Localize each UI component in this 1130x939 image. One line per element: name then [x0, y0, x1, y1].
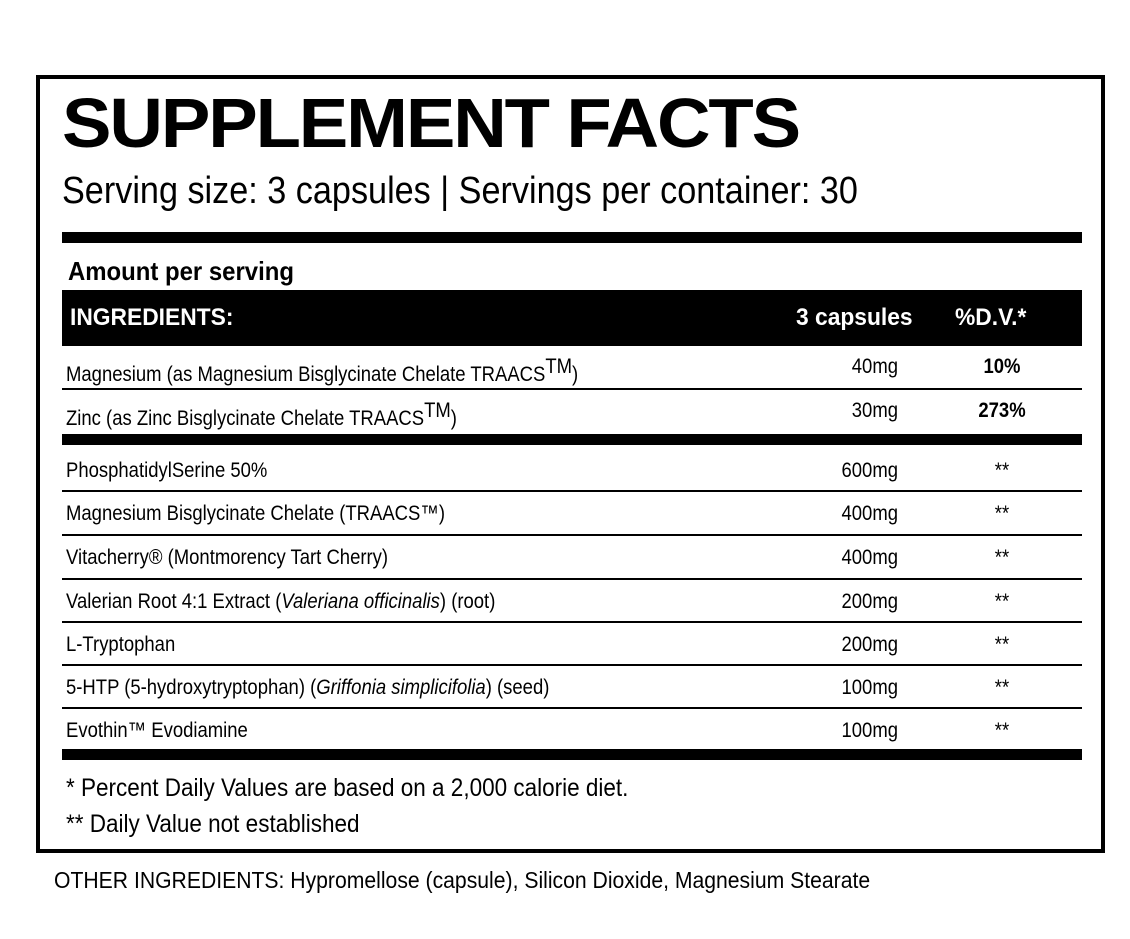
ingredient-amount: 100mg: [841, 719, 898, 742]
table-row: [62, 624, 1082, 666]
thick-divider: [62, 434, 1082, 445]
row-divider: [62, 707, 1082, 709]
ingredient-dv: **: [994, 590, 1010, 613]
table-row: [62, 537, 1082, 579]
header-ingredients: INGREDIENTS:: [70, 304, 234, 331]
row-divider: [62, 664, 1082, 666]
ingredient-name: Vitacherry® (Montmorency Tart Cherry): [66, 546, 389, 569]
table-row: [62, 667, 1082, 709]
ingredient-amount: 200mg: [841, 633, 898, 656]
ingredient-name: Magnesium Bisglycinate Chelate (TRAACS™): [66, 502, 445, 525]
header-amount: 3 capsules: [796, 304, 913, 331]
ingredient-dv: **: [994, 459, 1010, 482]
row-divider: [62, 534, 1082, 536]
name-text-end: ) (seed): [485, 676, 550, 699]
row-divider: [62, 490, 1082, 492]
table-row: [62, 581, 1082, 623]
table-header: [62, 290, 1082, 346]
name-text-end: ): [572, 363, 579, 386]
footnote-not-established: ** Daily Value not established: [66, 810, 360, 838]
ingredient-dv: **: [994, 676, 1010, 699]
ingredient-amount: 400mg: [841, 502, 898, 525]
ingredient-name: [66, 591, 495, 612]
ingredient-amount: 600mg: [841, 459, 898, 482]
ingredient-dv: **: [994, 546, 1010, 569]
ingredient-amount: 200mg: [841, 590, 898, 613]
thick-divider: [62, 232, 1082, 243]
ingredient-amount: 100mg: [841, 676, 898, 699]
name-text: Valerian Root 4:1 Extract (: [66, 590, 282, 613]
row-divider: [62, 578, 1082, 580]
other-ingredients: OTHER INGREDIENTS: Hypromellose (capsule), Silicon Dioxide, Magnesium Stearate: [54, 867, 871, 893]
ingredient-amount: 30mg: [851, 399, 898, 422]
ingredient-name: L-Tryptophan: [66, 633, 176, 656]
latin-name: Valeriana officinalis: [281, 590, 440, 613]
name-text-end: ): [450, 407, 457, 430]
ingredient-dv: **: [994, 633, 1010, 656]
ingredient-name: [66, 356, 578, 385]
ingredient-name: PhosphatidylSerine 50%: [66, 459, 268, 482]
ingredient-name: [66, 677, 549, 698]
ingredient-dv: **: [994, 502, 1010, 525]
ingredient-amount: 40mg: [851, 355, 898, 378]
ingredient-name: [66, 400, 457, 429]
thick-divider: [62, 749, 1082, 760]
row-divider: [62, 621, 1082, 623]
latin-name: Griffonia simplicifolia: [316, 676, 486, 699]
ingredient-amount: 400mg: [841, 546, 898, 569]
header-dv: %D.V.*: [955, 304, 1027, 331]
ingredient-dv: 10%: [983, 355, 1021, 378]
trademark-mark: TM: [424, 399, 451, 422]
ingredient-name: Evothin™ Evodiamine: [66, 719, 248, 742]
name-text-end: ) (root): [439, 590, 496, 613]
name-text: Zinc (as Zinc Bisglycinate Chelate TRAACS: [66, 407, 425, 430]
table-row: [62, 493, 1082, 535]
ingredient-dv: 273%: [978, 399, 1026, 422]
table-row: [62, 390, 1082, 432]
table-row: [62, 346, 1082, 388]
name-text: Magnesium (as Magnesium Bisglycinate Chelate TRAACS: [66, 363, 546, 386]
page-title: SUPPLEMENT FACTS: [62, 84, 799, 162]
name-text: 5-HTP (5-hydroxytryptophan) (: [66, 676, 317, 699]
amount-per-serving-label: Amount per serving: [68, 256, 294, 286]
footnote-percent: * Percent Daily Values are based on a 2,000 calorie diet.: [66, 774, 629, 802]
table-row: [62, 710, 1082, 752]
trademark-mark: TM: [545, 355, 573, 378]
table-row: [62, 450, 1082, 492]
ingredient-dv: **: [994, 719, 1010, 742]
serving-info: Serving size: 3 capsules | Servings per container: 30: [62, 170, 858, 212]
